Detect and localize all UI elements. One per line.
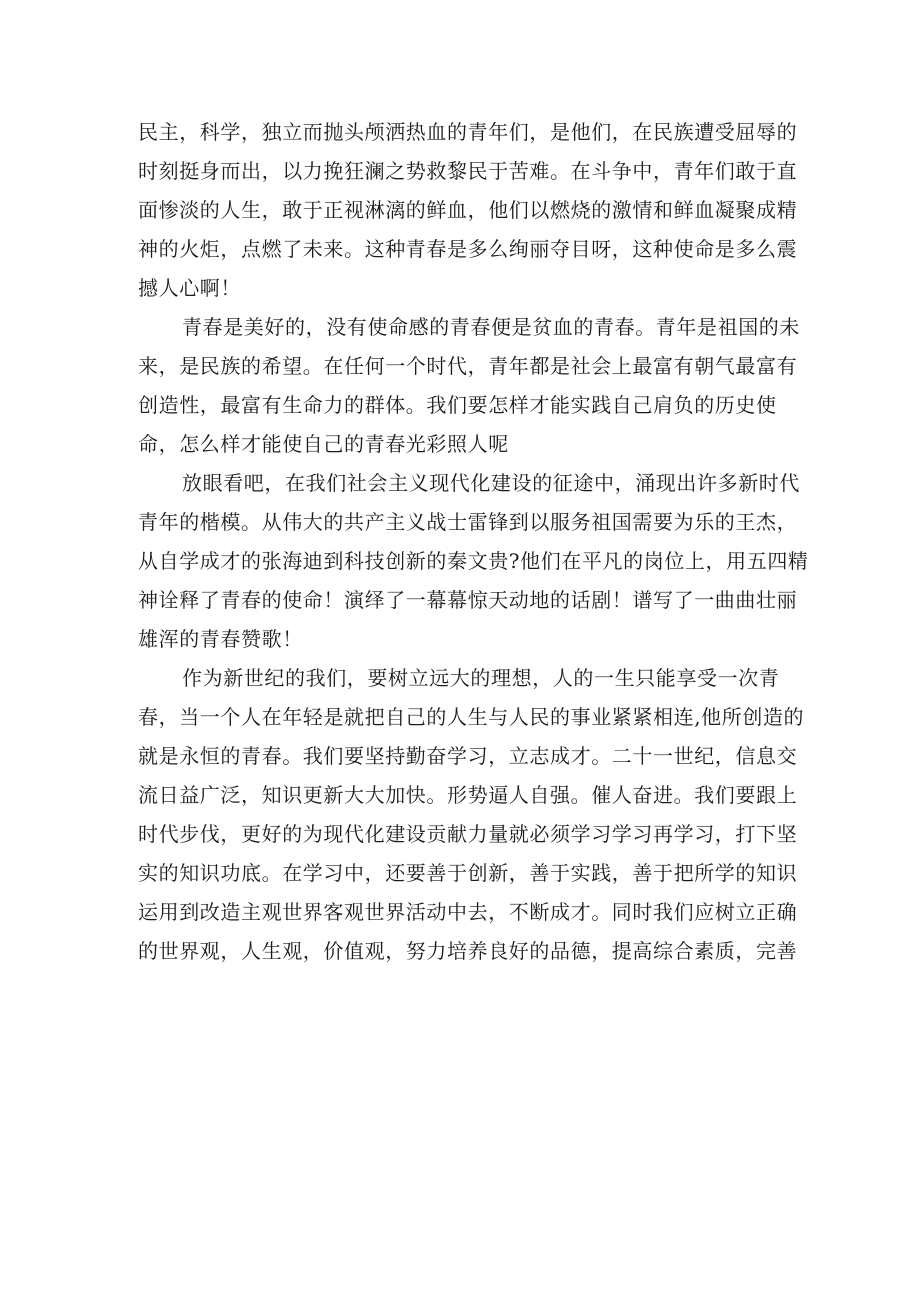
text-line: 撼人心啊！ — [138, 276, 241, 300]
text-line: 时刻挺身而出，以力挽狂澜之势救黎民于苦难。在斗争中，青年们敢于直 — [138, 159, 798, 183]
text-line: 流日益广泛，知识更新大大加快。形势逼人自强。催人奋进。我们要跟上 — [138, 783, 798, 807]
text-line: 放眼看吧，在我们社会主义现代化建设的征途中，涌现出许多新时代 — [182, 471, 800, 495]
text-line: 运用到改造主观世界客观世界活动中去，不断成才。同时我们应树立正确 — [138, 900, 798, 924]
text-line: 作为新世纪的我们，要树立远大的理想，人的一生只能享受一次青 — [182, 666, 780, 690]
text-line: 神诠释了青春的使命！演绎了一幕幕惊天动地的话剧！谱写了一曲曲壮丽 — [138, 588, 798, 612]
text-line: 实的知识功底。在学习中，还要善于创新，善于实践，善于把所学的知识 — [138, 861, 798, 885]
document-page — [138, 113, 809, 971]
text-line: 命，怎么样才能使自己的青春光彩照人呢 — [138, 432, 509, 456]
text-line: 从自学成才的张海迪到科技创新的秦文贵?他们在平凡的岗位上，用五四精 — [138, 549, 809, 573]
text-line: 民主，科学，独立而抛头颅洒热血的青年们，是他们，在民族遭受屈辱的 — [138, 120, 798, 144]
text-line: 来，是民族的希望。在任何一个时代，青年都是社会上最富有朝气最富有 — [138, 354, 798, 378]
text-line: 的世界观，人生观，价值观，努力培养良好的品德，提高综合素质，完善 — [138, 939, 798, 963]
text-line: 春，当一个人在年轻是就把自己的人生与人民的事业紧紧相连,他所创造的 — [138, 705, 805, 729]
text-line: 神的火炬，点燃了未来。这种青春是多么绚丽夺目呀，这种使命是多么震 — [138, 237, 798, 261]
text-line: 青春是美好的，没有使命感的青春便是贫血的青春。青年是祖国的未 — [182, 315, 800, 339]
text-line: 时代步伐，更好的为现代化建设贡献力量就必须学习学习再学习，打下坚 — [138, 822, 798, 846]
text-line: 青年的楷模。从伟大的共产主义战士雷锋到以服务祖国需要为乐的王杰， — [138, 510, 798, 534]
paragraph-1 — [138, 113, 798, 308]
paragraph-3 — [138, 464, 809, 659]
text-line: 雄浑的青春赞歌！ — [138, 627, 303, 651]
paragraph-4 — [138, 659, 805, 971]
paragraph-2 — [138, 308, 800, 464]
text-line: 创造性，最富有生命力的群体。我们要怎样才能实践自己肩负的历史使 — [138, 393, 777, 417]
text-line: 面惨淡的人生，敢于正视淋漓的鲜血，他们以燃烧的激情和鲜血凝聚成精 — [138, 198, 798, 222]
text-line: 就是永恒的青春。我们要坚持勤奋学习，立志成才。二十一世纪，信息交 — [138, 744, 798, 768]
